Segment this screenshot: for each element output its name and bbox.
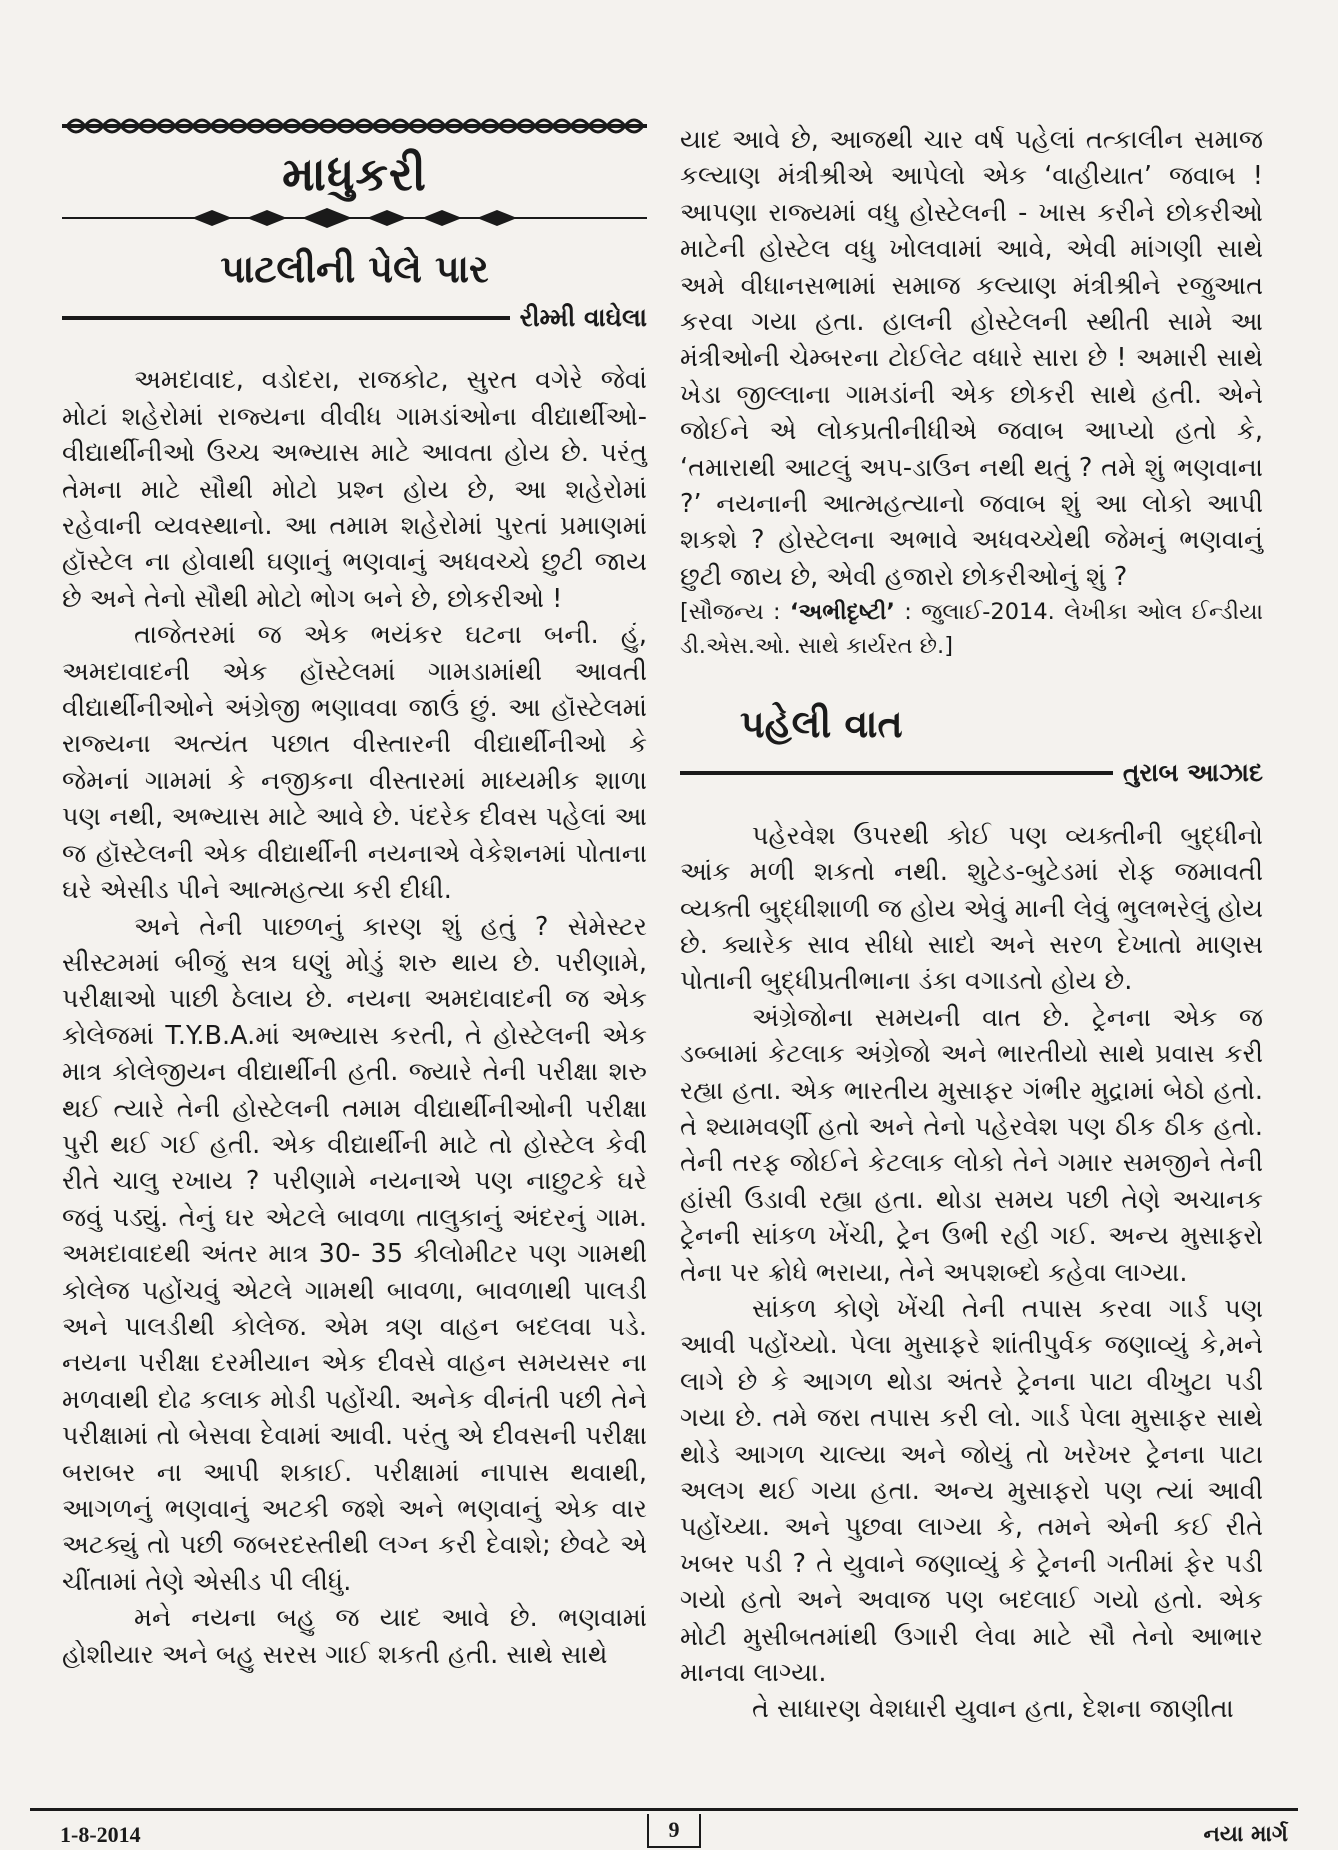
footer-date: 1-8-2014: [60, 1822, 141, 1847]
paragraph-continuation: યાદ આવે છે, આજથી ચાર વર્ષ પહેલાં તત્કાલીન સમાજ કલ્યાણ મંત્રીશ્રીએ આપેલો એક ‘વાહીયાત’ જવાબ ! આપણા રાજ્યમાં વધુ હોસ્ટેલની - ખાસ કરીને છોકરીઓ માટેની હોસ્ટેલ વધુ ખોલવામાં આવે, એવી માંગણી સાથે અમે વીધાનસભામાં સમાજ કલ્યાણ મંત્રીશ્રીને રજુઆત કરવા ગયા હતા. હાલની હોસ્ટેલની સ્થીતી સામે આ મંત્રીઓની ચેમ્બરના ટોઈલેટ વધારે સારા છે ! અમારી સાથે ખેડા જીલ્લાના ગામડાંની એક છોકરી સાથે હતી. એને જોઈને એ લોકપ્રતીનીધીએ જવાબ આપ્યો હતો કે, ‘તમારાથી આટલું અપ-ડાઉન નથી થતું ? તમે શું ભણવાના ?’ નયનાની આત્મહત્યાનો જવાબ શું આ લોકો આપી શકશે ? હોસ્ટેલના અભાવે અધવચ્ચેથી જેમનું ભણવાનું છુટી જાય છે, એવી હજારો છોકરીઓનું શું ?: [680, 125, 1263, 592]
right-column: [680, 122, 1263, 1728]
paragraph: અંગ્રેજોના સમયની વાત છે. ટ્રેનના એક જ ડબ્બામાં કેટલાક અંગ્રેજો અને ભારતીયો સાથે પ્રવાસ કરી રહ્યા હતા. એક ભારતીય મુસાફર ગંભીર મુદ્રામાં બેઠો હતો. તે શ્યામવર્ણી હતો અને તેનો પહેરવેશ પણ ઠીક ઠીક હતો. તેની તરફ જોઈને કેટલાક લોકો તેને ગમાર સમજીને તેની હાંસી ઉડાવી રહ્યા હતા. થોડા સમય પછી તેણે અચાનક ટ્રેનની સાંકળ ખેંચી, ટ્રેન ઉભી રહી ગઈ. અન્ય મુસાફરો તેના પર ક્રોધે ભરાયા, તેને અપશબ્દો કહેવા લાગ્યા.: [680, 1002, 1263, 1288]
credit-note: [680, 595, 1263, 663]
decorative-band-top: [62, 112, 647, 142]
decorative-band-bottom: [62, 204, 647, 234]
author-name: રીમ્મી વાઘેલા: [519, 303, 647, 332]
paragraph: તાજેતરમાં જ એક ભયંકર ઘટના બની. હું, અમદાવાદની એક હૉસ્ટેલમાં ગામડામાંથી આવતી વીદ્યાર્થીનીઓને અંગ્રેજી ભણાવવા જાઉં છું. આ હૉસ્ટેલમાં રાજ્યના અત્યંત પછાત વીસ્તારની વીદ્યાર્થીનીઓ કે જેમનાં ગામમાં કે નજીકના વીસ્તારમાં માધ્યમીક શાળા પણ નથી, અભ્યાસ માટે આવે છે. પંદરેક દીવસ પહેલાં આ જ હૉસ્ટેલની એક વીદ્યાર્થીની નયનાએ વેકેશનમાં પોતાના ઘરે એસીડ પીને આત્મહત્યા કરી દીધી.: [62, 620, 647, 906]
paragraph: અને તેની પાછળનું કારણ શું હતું ? સેમેસ્ટર સીસ્ટમમાં બીજું સત્ર ઘણું મોડું શરુ થાય છે. પરીણામે, પરીક્ષાઓ પાછી ઠેલાય છે. નયના અમદાવાદની જ એક કોલેજમાં T.Y.B.A.માં અભ્યાસ કરતી, તે હોસ્ટેલની એક માત્ર કોલેજીયન વીદ્યાર્થીની હતી. જ્યારે તેની પરીક્ષા શરુ થઈ ત્યારે તેની હોસ્ટેલની તમામ વીદ્યાર્થીનીઓની પરીક્ષા પુરી થઈ ગઈ હતી. એક વીદ્યાર્થીની માટે તો હોસ્ટેલ કેવી રીતે ચાલુ રખાય ? પરીણામે નયનાએ પણ નાછુટકે ઘરે જવું પડ્યું. તેનું ઘર એટલે બાવળા તાલુકાનું અંદરનું ગામ. અમદાવાદથી અંતર માત્ર 30- 35 કીલોમીટર પણ ગામથી કોલેજ પહોંચવું એટલે ગામથી બાવળા, બાવળાથી પાલડી અને પાલડીથી કોલેજ. એમ ત્રણ વાહન બદલવા પડે. નયના પરીક્ષા દરમીયાન એક દીવસે વાહન સમયસર ના મળવાથી દોઢ કલાક મોડી પહોંચી. અનેક વીનંતી પછી તેને પરીક્ષામાં તો બેસવા દેવામાં આવી. પરંતુ એ દીવસની પરીક્ષા બરાબર ના આપી શકાઈ. પરીક્ષામાં નાપાસ થવાથી, આગળનું ભણવાનું અટકી જશે અને ભણવાનું એક વાર અટક્યું તો પછી જબરદસ્તીથી લગ્ન કરી દેવાશે; છેવટે એ ચીંતામાં તેણે એસીડ પી લીધું.: [62, 911, 647, 1597]
article-title: પાટલીની પેલે પાર: [220, 247, 489, 291]
credit-source: ‘અભીદૃષ્ટી’: [789, 599, 895, 626]
byline: [680, 755, 1263, 791]
paragraph: પહેરવેશ ઉપરથી કોઈ પણ વ્યક્તીની બુદ્ધીનો આંક મળી શકતો નથી. શુટેડ-બુટેડમાં રોફ જમાવતી વ્યક્તી બુદ્ધીશાળી જ હોય એવું માની લેવું ભુલભરેલું હોય છે. ક્યારેક સાવ સીધો સાદો અને સરળ દેખાતો માણસ પોતાની બુદ્ધીપ્રતીભાના ડંકા વગાડતો હોય છે.: [680, 820, 1263, 997]
article-title: પહેલી વાત: [740, 702, 903, 747]
credit-rest: : જુલાઈ-2014. લેખીકા ઓલ ઈન્ડીયા ડી.એસ.ઓ. સાથે કાર્યરત છે.]: [680, 599, 1264, 660]
credit-prefix: [સૌજન્ય :: [680, 599, 790, 626]
byline: [62, 300, 647, 336]
author-name: તુરાબ આઝાદ: [1122, 758, 1263, 788]
byline-rule: [62, 316, 510, 320]
page-number: 9: [647, 1814, 701, 1848]
paragraph: મને નયના બહુ જ યાદ આવે છે. ભણવામાં હોશીયાર અને બહુ સરસ ગાઈ શકતી હતી. સાથે સાથે: [62, 1603, 647, 1670]
footer-rule: [30, 1808, 1298, 1811]
magazine-name: નયા માર્ગ: [1203, 1822, 1288, 1847]
page-footer: [30, 1808, 1298, 1848]
section-title: માધુકરી: [282, 147, 427, 201]
byline-rule: [680, 771, 1113, 775]
left-column: [62, 112, 647, 1673]
paragraph: સાંકળ કોણે ખેંચી તેની તપાસ કરવા ગાર્ડ પણ આવી પહોંચ્યો. પેલા મુસાફરે શાંતીપુર્વક જણાવ્યું કે,મને લાગે છે કે આગળ થોડા અંતરે ટ્રેનના પાટા વીખુટા પડી ગયા છે. તમે જરા તપાસ કરી લો. ગાર્ડ પેલા મુસાફર સાથે થોડે આગળ ચાલ્યા અને જોયું તો ખરેખર ટ્રેનના પાટા અલગ થઈ ગયા હતા. અન્ય મુસાફરો પણ ત્યાં આવી પહોંચ્યા. અને પુછવા લાગ્યા કે, તમને એની કઈ રીતે ખબર પડી ? તે યુવાને જણાવ્યું કે ટ્રેનની ગતીમાં ફેર પડી ગયો હતો અને અવાજ પણ બદલાઈ ગયો હતો. એક મોટી મુસીબતમાંથી ઉગારી લેવા માટે સૌ તેનો આભાર માનવા લાગ્યા.: [680, 1293, 1263, 1689]
paragraph: તે સાધારણ વેશધારી યુવાન હતા, દેશના જાણીતા: [752, 1694, 1234, 1725]
paragraph: અમદાવાદ, વડોદરા, રાજકોટ, સુરત વગેરે જેવાં મોટાં શહેરોમાં રાજ્યના વીવીધ ગામડાંઓના વીદ્યાર્થીઓ-વીદ્યાર્થીનીઓ ઉચ્ચ અભ્યાસ માટે આવતા હોય છે. પરંતુ તેમના માટે સૌથી મોટો પ્રશ્ન હોય છે, આ શહેરોમાં રહેવાની વ્યવસ્થાનો. આ તમામ શહેરોમાં પુરતાં પ્રમાણમાં હૉસ્ટેલ ના હોવાથી ઘણાનું ભણવાનું અધવચ્ચે છુટી જાય છે અને તેનો સૌથી મોટો ભોગ બને છે, છોકરીઓ !: [62, 365, 647, 614]
